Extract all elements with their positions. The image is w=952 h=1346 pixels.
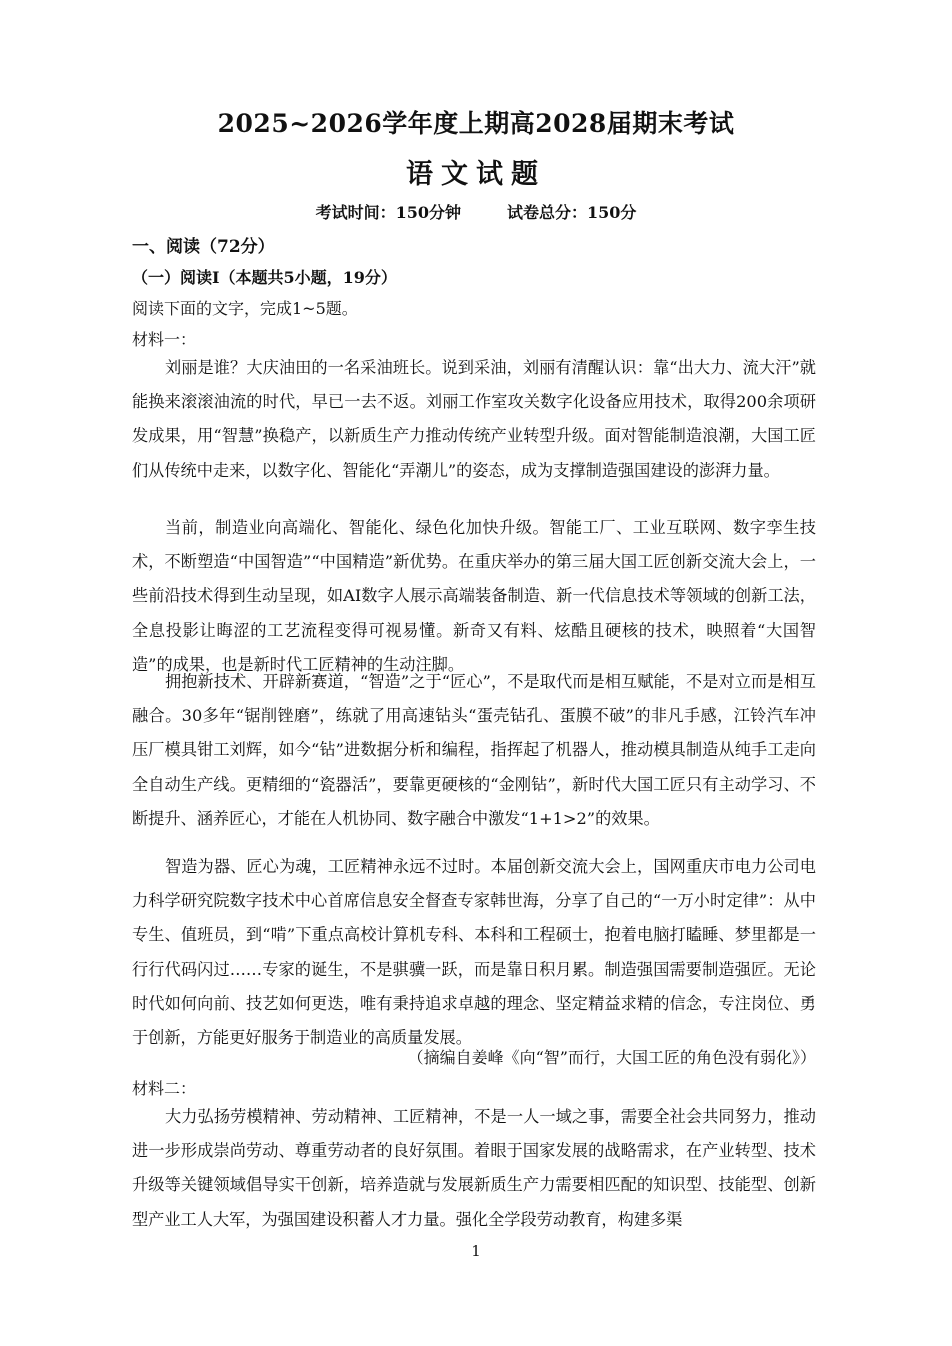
total-score: 试卷总分：150分: [507, 203, 637, 222]
sub-section-heading: （一）阅读Ⅰ（本题共5小题，19分）: [132, 268, 397, 287]
material1-paragraph: 当前，制造业向高端化、智能化、绿色化加快升级。智能工厂、工业互联网、数字孪生技术，不断塑造“中国智造”“中国精造”新优势。在重庆举办的第三届大国工匠创新交流大会上，一些前沿技术得到生动呈现，如AI数字人展示高端装备制造、新一代信息技术等领域的创新工法，全息投影让晦涩的工艺流程变得可视易懂。新奇又有料、炫酷且硬核的技术，映照着“大国智造”的成果，也是新时代工匠精神的生动注脚。: [132, 518, 816, 674]
material1-paragraph: 拥抱新技术、开辟新赛道，“智造”之于“匠心”，不是取代而是相互赋能，不是对立而是相互融合。30多年“锯削锉磨”，练就了用高速钻头“蛋壳钻孔、蛋膜不破”的非凡手感，江铃汽车冲压厂模具钳工刘辉，如今“钻”进数据分析和编程，指挥起了机器人，推动模具制造从纯手工走向全自动生产线。更精细的“瓷器活”，要靠更硬核的“金刚钻”，新时代大国工匠只有主动学习、不断提升、涵养匠心，才能在人机协同、数字融合中激发“1+1>2”的效果。: [132, 672, 816, 828]
page-number: 1: [471, 1242, 481, 1260]
exam-time: 考试时间：150分钟: [315, 203, 461, 222]
instruction: 阅读下面的文字，完成1~5题。: [132, 299, 358, 318]
material1-label: 材料一：: [132, 330, 197, 349]
subject-title: 语文试题: [406, 159, 546, 190]
exam-title: 2025~2026学年度上期高2028届期末考试: [217, 109, 735, 138]
material1-paragraph: 刘丽是谁？大庆油田的一名采油班长。说到采油，刘丽有清醒认识：靠“出大力、流大汗”就能换来滚滚油流的时代，早已一去不返。刘丽工作室攻关数字化设备应用技术，取得200余项研发成果，用“智慧”换稳产，以新质生产力推动传统产业转型升级。面对智能制造浪潮，大国工匠们从传统中走来，以数字化、智能化“弄潮儿”的姿态，成为支撑制造强国建设的澎湃力量。: [132, 358, 816, 480]
material2-label: 材料二：: [132, 1079, 197, 1098]
material1-source: （摘编自姜峰《向“智”而行，大国工匠的角色没有弱化》）: [407, 1048, 816, 1067]
material2-paragraph: 大力弘扬劳模精神、劳动精神、工匠精神，不是一人一域之事，需要全社会共同努力，推动进一步形成崇尚劳动、尊重劳动者的良好氛围。着眼于国家发展的战略需求，在产业转型、技术升级等关键领域倡导实干创新，培养造就与发展新质生产力需要相匹配的知识型、技能型、创新型产业工人大军，为强国建设积蓄人才力量。强化全学段劳动教育，构建多渠: [132, 1107, 816, 1229]
exam-info: [0, 200, 952, 223]
section-heading: 一、阅读（72分）: [132, 237, 275, 257]
material1-paragraph: 智造为器、匠心为魂，工匠精神永远不过时。本届创新交流大会上，国网重庆市电力公司电力科学研究院数字技术中心首席信息安全督查专家韩世海，分享了自己的“一万小时定律”：从中专生、值班员，到“啃”下重点高校计算机专科、本科和工程硕士，抱着电脑打瞌睡、梦里都是一行行代码闪过……专家的诞生，不是骐骥一跃，而是靠日积月累。制造强国需要制造强匠。无论时代如何向前、技艺如何更迭，唯有秉持追求卓越的理念、坚定精益求精的信念，专注岗位、勇于创新，方能更好服务于制造业的高质量发展。: [132, 857, 816, 1048]
